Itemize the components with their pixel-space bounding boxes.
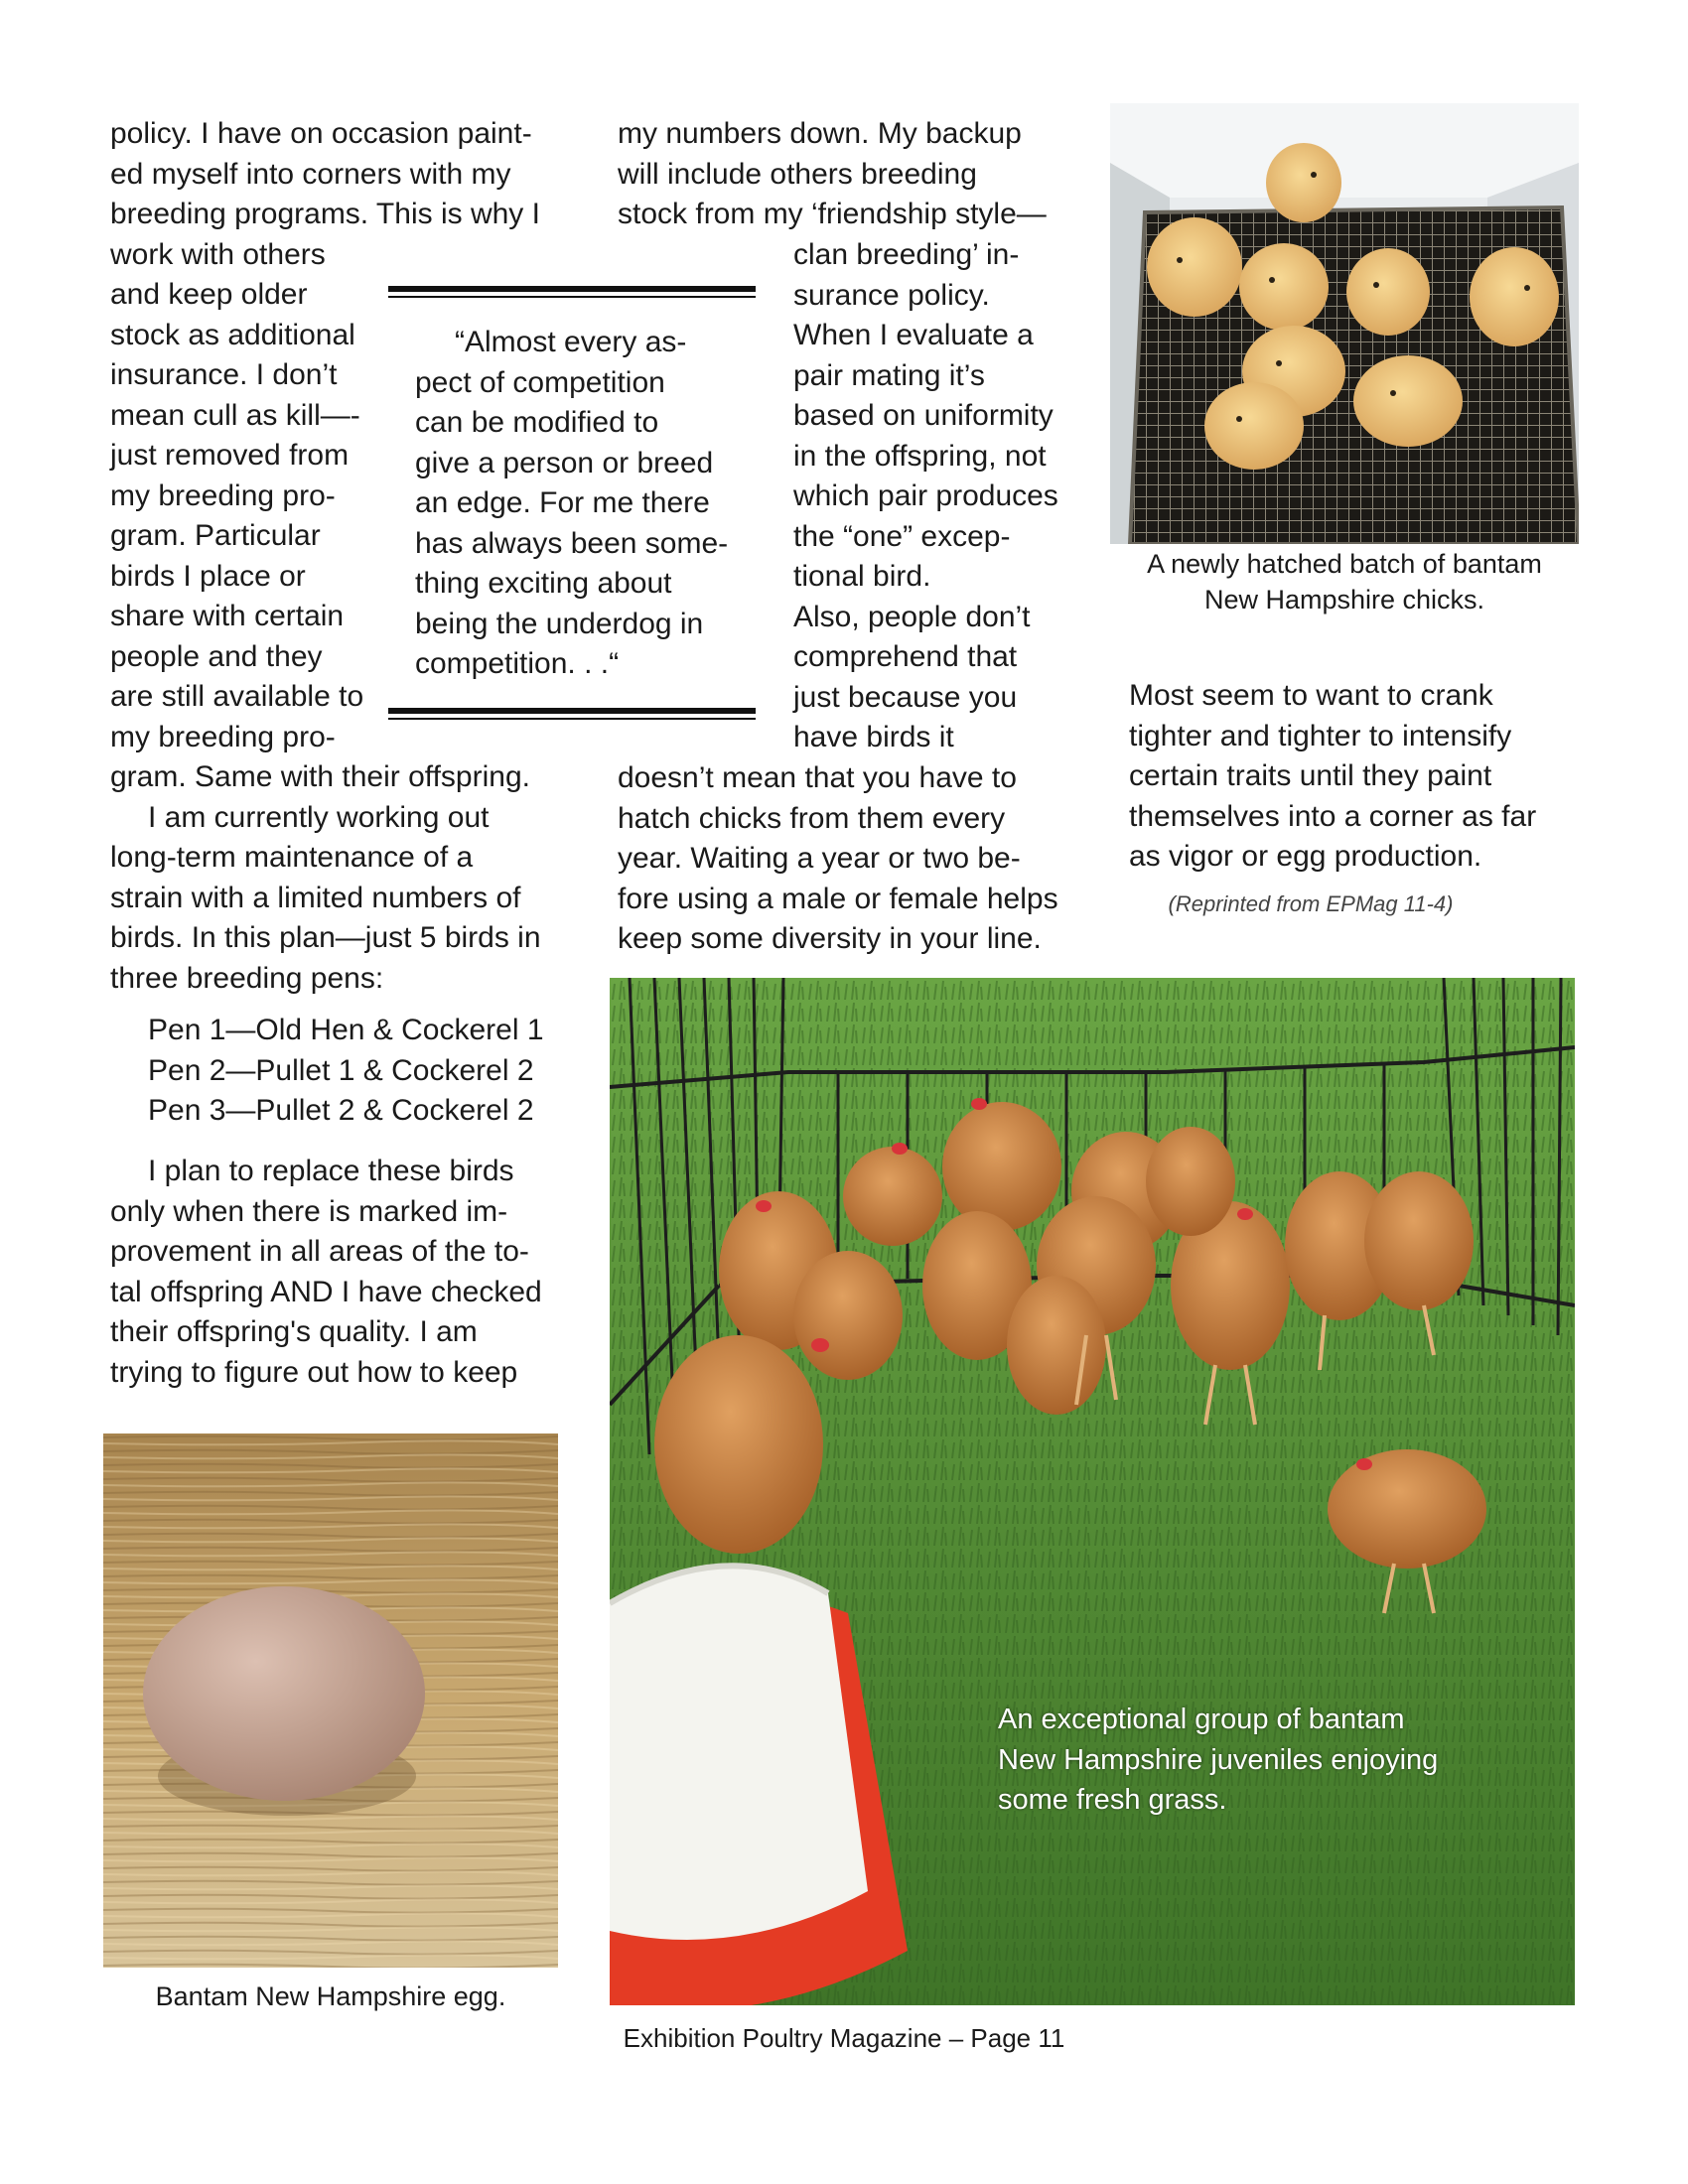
text-line: surance policy. <box>793 278 990 312</box>
text-line: I plan to replace these birds <box>148 1155 514 1187</box>
breeding-pens-list <box>148 1011 544 1132</box>
quote-line: thing exciting about <box>415 567 672 600</box>
column-1-closing-text <box>110 1152 542 1393</box>
text-line: just because you <box>793 680 1018 714</box>
text-line: trying to figure out how to keep <box>110 1355 518 1389</box>
quote-line: give a person or breed <box>415 446 714 479</box>
text-line: tighter and tighter to intensify <box>1129 719 1512 752</box>
text-line: fore using a male or female helps <box>618 882 1058 915</box>
text-line: work with others <box>110 237 326 271</box>
chicks-photo <box>1110 103 1579 544</box>
column-2-top-text <box>618 114 1047 235</box>
text-line: their offspring's quality. I am <box>110 1315 478 1348</box>
reprint-credit: (Reprinted from EPMag 11-4) <box>1168 891 1454 916</box>
text-line: tional bird. <box>793 560 931 593</box>
text-line: as vigor or egg production. <box>1129 840 1482 873</box>
text-line: Also, people don’t <box>793 600 1031 633</box>
text-line: When I evaluate a <box>793 319 1034 351</box>
egg-caption: Bantam New Hampshire egg. <box>155 1981 506 2011</box>
text-line: stock as additional <box>110 318 355 351</box>
text-line: pair mating it’s <box>793 358 985 392</box>
text-line: people and they <box>110 639 323 673</box>
quote-line: pect of competition <box>415 365 665 399</box>
text-line: are still available to <box>110 680 364 713</box>
text-line: breeding programs. This is why I <box>110 198 540 230</box>
text-line: mean cull as kill—- <box>110 398 360 432</box>
text-line: comprehend that <box>793 640 1018 673</box>
text-line: birds I place or <box>110 559 306 593</box>
pull-quote-top-rule <box>388 286 756 292</box>
column-2-bottom-text <box>618 758 1058 960</box>
text-line: gram. Particular <box>110 519 321 552</box>
text-line: based on uniformity <box>793 399 1054 432</box>
text-line: insurance. I don’t <box>110 358 338 391</box>
pull-quote <box>415 323 728 685</box>
text-line: in the offspring, not <box>793 439 1047 473</box>
text-line: doesn’t mean that you have to <box>618 761 1017 794</box>
page-footer: Exhibition Poultry Magazine – Page 11 <box>623 2023 1065 2053</box>
text-line: ed myself into corners with my <box>110 157 511 191</box>
text-line: my numbers down. My backup <box>618 117 1022 150</box>
column-3-text <box>1129 676 1536 878</box>
text-line: policy. I have on occasion paint- <box>110 117 532 150</box>
text-line: the “one” excep- <box>793 519 1011 553</box>
text-line: only when there is marked im- <box>110 1194 508 1228</box>
text-line: three breeding pens: <box>110 961 384 995</box>
text-line: my breeding pro- <box>110 720 336 753</box>
pen-item: Pen 3—Pullet 2 & Cockerel 2 <box>148 1094 534 1127</box>
pull-quote-bottom-rule <box>388 708 756 714</box>
quote-line: “Almost every as- <box>455 326 687 358</box>
caption-line: New Hampshire chicks. <box>1203 585 1485 614</box>
text-line: just removed from <box>110 439 350 472</box>
text-line: which pair produces <box>793 479 1058 512</box>
text-line: gram. Same with their offspring. <box>110 760 530 793</box>
caption-line: A newly hatched batch of bantam <box>1147 549 1542 579</box>
quote-line: can be modified to <box>415 406 659 439</box>
text-line: stock from my ‘friendship style— <box>618 198 1047 230</box>
column-2-side-text <box>793 235 1058 758</box>
text-line: year. Waiting a year or two be- <box>618 842 1021 875</box>
text-line: Most seem to want to crank <box>1129 679 1493 712</box>
text-line: themselves into a corner as far <box>1129 799 1537 833</box>
pen-item: Pen 2—Pullet 1 & Cockerel 2 <box>148 1053 534 1087</box>
quote-line: an edge. For me there <box>415 486 710 519</box>
text-line: birds. In this plan—just 5 birds in <box>110 921 541 954</box>
text-line: strain with a limited numbers of <box>110 881 521 914</box>
caption-line: New Hampshire juveniles enjoying <box>998 1743 1439 1776</box>
chicks-caption <box>1110 546 1579 617</box>
text-line: provement in all areas of the to- <box>110 1235 529 1268</box>
juveniles-caption <box>998 1700 1438 1821</box>
text-line: clan breeding’ in- <box>793 238 1020 271</box>
text-line: long-term maintenance of a <box>110 841 474 874</box>
juveniles-photo <box>610 978 1575 2005</box>
text-line: and keep older <box>110 278 308 311</box>
text-line: tal offspring AND I have checked <box>110 1275 542 1308</box>
text-line: my breeding pro- <box>110 478 336 512</box>
text-line: have birds it <box>793 721 954 753</box>
caption-line: some fresh grass. <box>998 1784 1227 1816</box>
quote-line: has always been some- <box>415 526 729 560</box>
text-line: keep some diversity in your line. <box>618 922 1042 955</box>
egg-photo <box>103 1433 558 1968</box>
text-line: hatch chicks from them every <box>618 801 1006 835</box>
text-line: I am currently working out <box>148 800 490 834</box>
text-line: certain traits until they paint <box>1129 759 1492 792</box>
quote-line: competition. . .“ <box>415 647 620 680</box>
pen-item: Pen 1—Old Hen & Cockerel 1 <box>148 1014 544 1046</box>
caption-line: An exceptional group of bantam <box>998 1704 1405 1735</box>
text-line: will include others breeding <box>618 157 977 191</box>
quote-line: being the underdog in <box>415 607 704 640</box>
text-line: share with certain <box>110 600 345 632</box>
